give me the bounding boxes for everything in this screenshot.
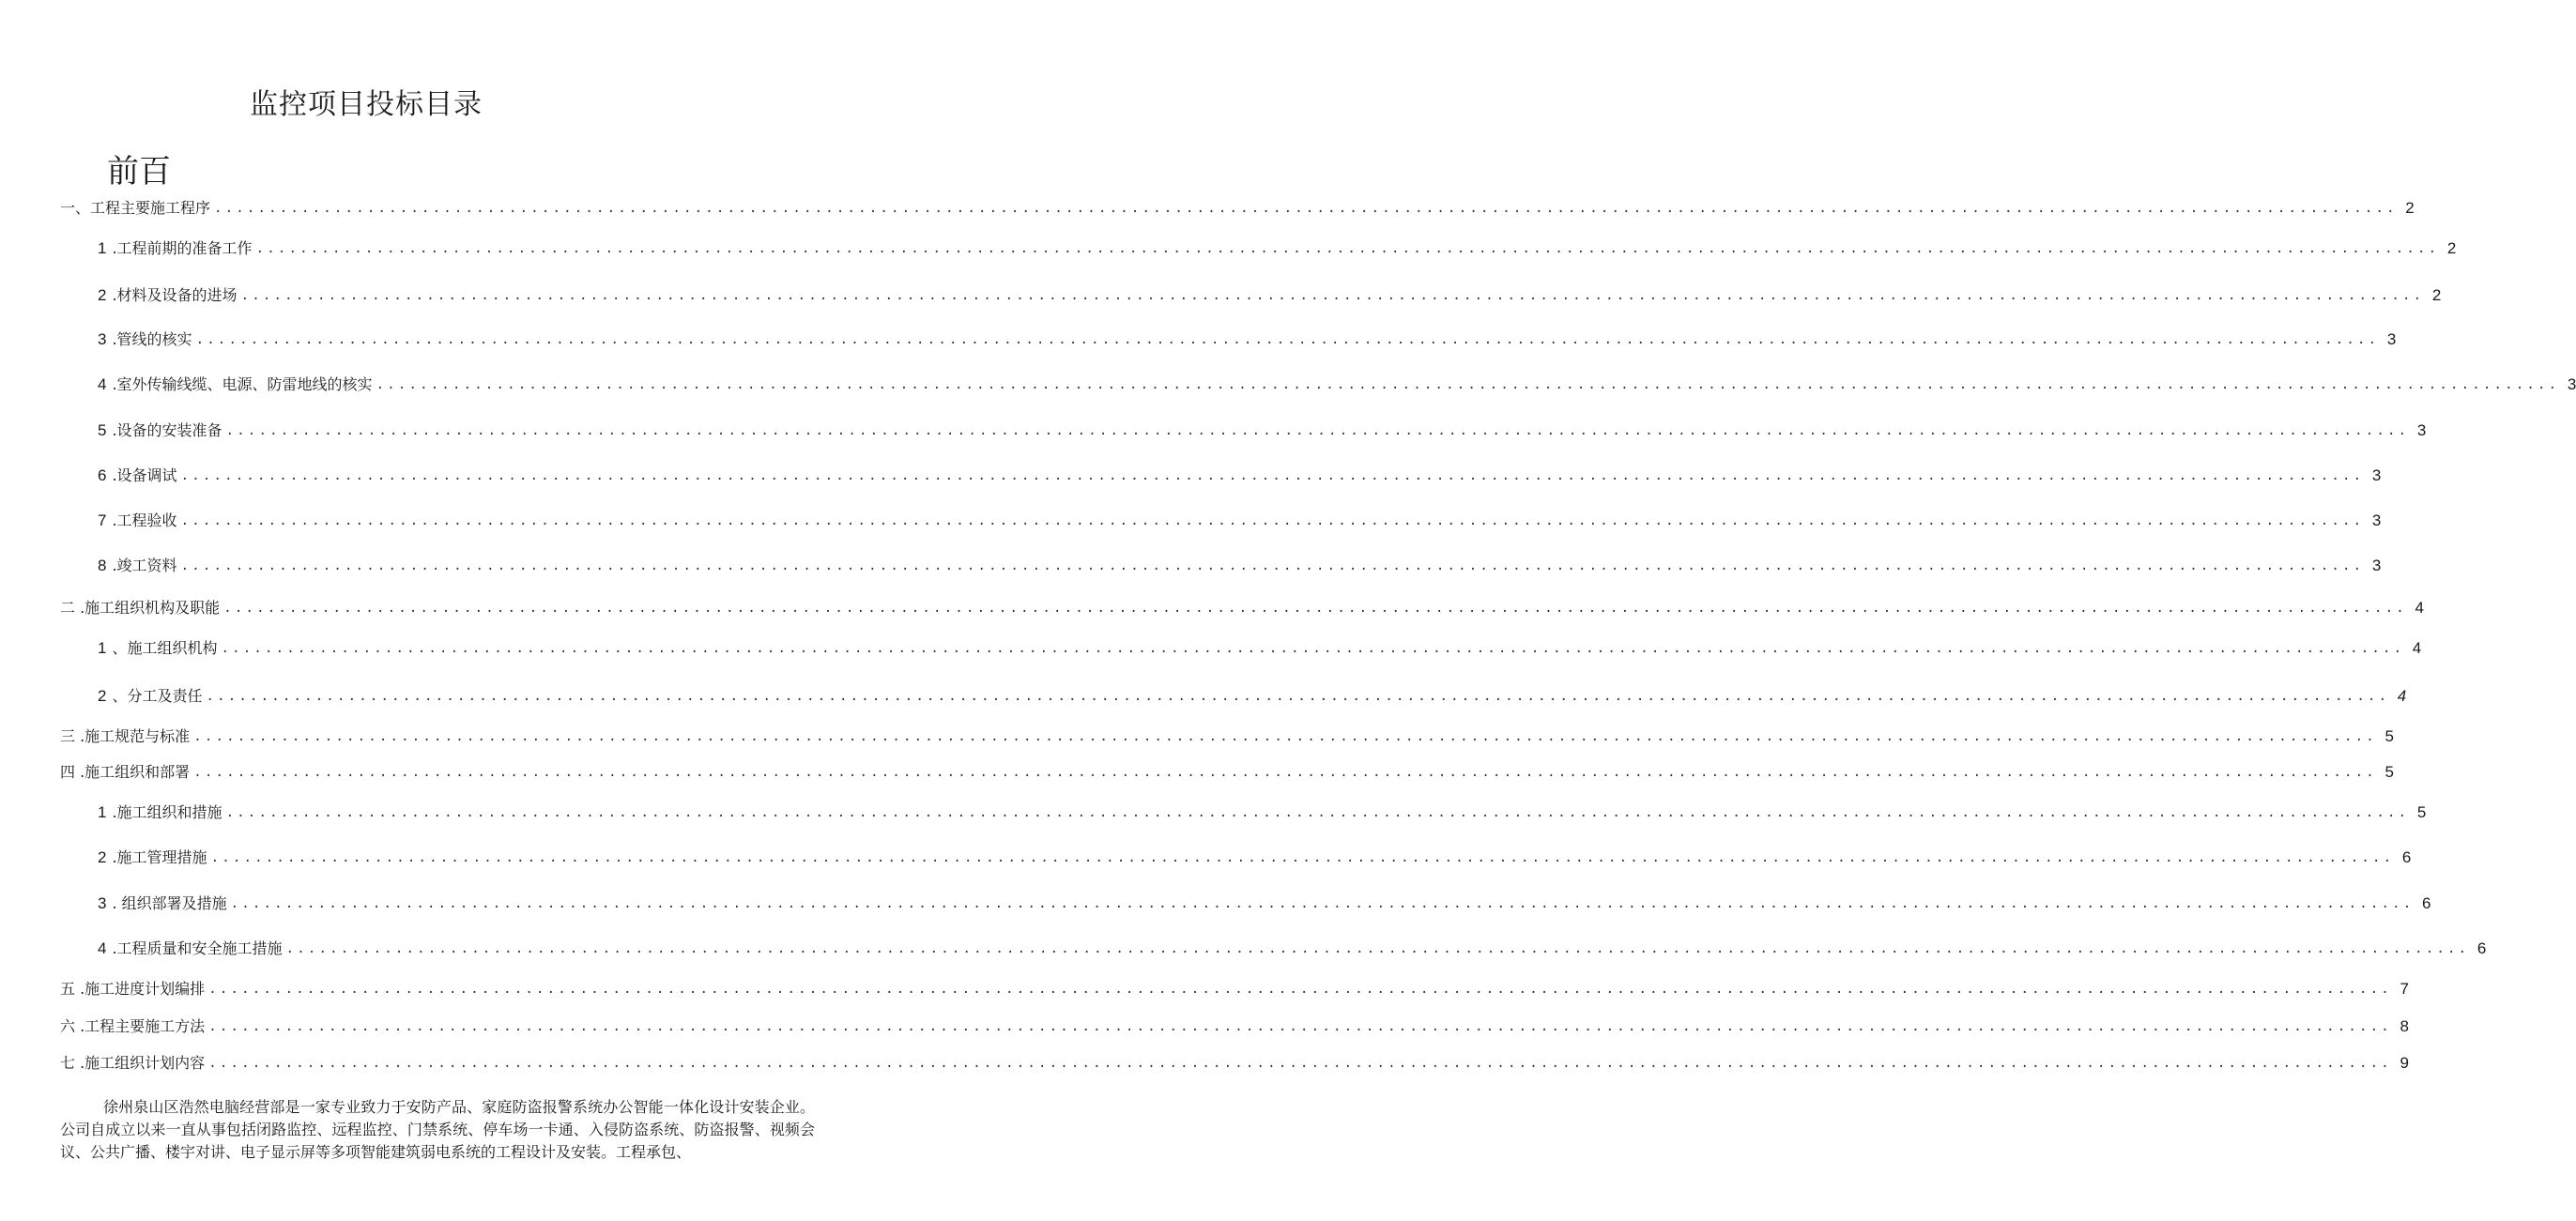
toc-leader-dots: ........................................................................................................................................................................................................ <box>206 689 2390 704</box>
toc-entry[interactable] <box>60 1053 2409 1074</box>
toc-entry[interactable] <box>98 466 2382 486</box>
toc-leader-dots: ........................................................................................................................................................................................................ <box>376 377 2560 392</box>
toc-entry-label: 、分工及责任 <box>112 687 203 705</box>
toc-entry[interactable] <box>98 638 2422 659</box>
toc-leader-dots: ........................................................................................................................................................................................................ <box>255 241 2440 256</box>
toc-entry-label: 七 .施工组织计划内容 <box>60 1054 206 1072</box>
toc-entry-page: 3 <box>2371 557 2382 574</box>
toc-entry-number: 2 <box>98 286 107 304</box>
toc-leader-dots: ........................................................................................................................................................................................................ <box>210 850 2395 865</box>
toc-entry-label: .材料及设备的进场 <box>112 286 238 304</box>
toc-leader-dots: ........................................................................................................................................................................................................ <box>208 1056 2392 1071</box>
toc-entry-page: 4 <box>2412 639 2422 657</box>
toc-entry-number: 4 <box>98 375 107 393</box>
document-title: 监控项目投标目录 <box>250 88 483 121</box>
toc-entry[interactable] <box>98 420 2427 441</box>
toc-entry-page: 6 <box>2476 939 2487 957</box>
toc-entry[interactable] <box>98 374 2576 395</box>
toc-entry-page: 3 <box>2371 511 2382 529</box>
toc-entry-label: 三 .施工规范与标准 <box>60 727 191 745</box>
toc-entry-number: 2 <box>98 687 107 705</box>
toc-entry-number: 3 <box>98 330 107 348</box>
toc-entry[interactable] <box>98 511 2382 531</box>
toc-entry-label: .施工管理措施 <box>112 848 207 866</box>
toc-entry-number: 7 <box>98 511 107 529</box>
toc-entry-page: 7 <box>2400 980 2409 998</box>
document-subtitle: 前百 <box>107 153 171 191</box>
toc-leader-dots: ........................................................................................................................................................................................................ <box>180 558 2365 573</box>
toc-leader-dots: ........................................................................................................................................................................................................ <box>214 201 2398 216</box>
toc-entry-label: .工程前期的准备工作 <box>112 239 253 257</box>
toc-entry-page: 3 <box>2416 421 2427 439</box>
toc-entry-page: 3 <box>2567 375 2576 393</box>
toc-leader-dots: ........................................................................................................................................................................................................ <box>180 513 2365 528</box>
toc-leader-dots: ........................................................................................................................................................................................................ <box>221 641 2405 656</box>
toc-leader-dots: ........................................................................................................................................................................................................ <box>223 601 2407 616</box>
toc-leader-dots: ........................................................................................................................................................................................................ <box>195 332 2380 347</box>
toc-entry-page: 2 <box>2431 286 2442 304</box>
toc-entry[interactable] <box>98 847 2412 868</box>
toc-entry-label: .设备的安装准备 <box>112 421 222 439</box>
toc-entry[interactable] <box>98 893 2431 914</box>
toc-entry-number: 1 <box>98 239 107 257</box>
toc-entry-page: 3 <box>2386 330 2397 348</box>
toc-entry-number: 6 <box>98 466 107 484</box>
toc-leader-dots: ........................................................................................................................................................................................................ <box>225 423 2410 438</box>
toc-entry-page: 6 <box>2421 894 2431 912</box>
toc-entry-label: 四 .施工组织和部署 <box>60 763 191 781</box>
toc-entry-label: 五 .施工进度计划编排 <box>60 980 206 998</box>
toc-entry-label: .工程质量和安全施工措施 <box>112 939 283 957</box>
toc-entry[interactable] <box>98 556 2382 576</box>
toc-entry-page: 5 <box>2416 803 2427 821</box>
toc-leader-dots: ........................................................................................................................................................................................................ <box>285 941 2470 956</box>
toc-entry[interactable] <box>98 238 2457 259</box>
toc-entry-page: 5 <box>2384 763 2394 781</box>
toc-leader-dots: ........................................................................................................................................................................................................ <box>193 729 2377 744</box>
toc-entry-label: . 组织部署及措施 <box>112 894 227 912</box>
toc-entry-label: .竣工资料 <box>112 557 177 574</box>
toc-entry-label: 六 .工程主要施工方法 <box>60 1017 206 1035</box>
toc-entry-page: 3 <box>2371 466 2382 484</box>
toc-entry-number: 2 <box>98 848 107 866</box>
body-paragraph: 徐州泉山区浩然电脑经营部是一家专业致力于安防产品、家庭防盗报警系统办公智能一体化设计安装企业。公司自成立以来一直从事包括闭路监控、远程监控、门禁系统、停车场一卡通、入侵防盗系统、防盗报警、视频会议、公共广播、楼宇对讲、电子显示屏等多项智能建筑弱电系统的工程设计及安装。工程承包、 <box>60 1098 815 1161</box>
toc-entry[interactable] <box>98 329 2397 350</box>
toc-leader-dots: ........................................................................................................................................................................................................ <box>208 982 2392 997</box>
toc-entry[interactable] <box>60 598 2424 618</box>
toc-leader-dots: ........................................................................................................................................................................................................ <box>230 896 2415 911</box>
toc-entry[interactable] <box>98 686 2407 707</box>
toc-entry-page: 4 <box>2415 599 2424 617</box>
toc-entry[interactable] <box>98 939 2487 959</box>
toc-entry[interactable] <box>60 762 2394 783</box>
toc-leader-dots: ........................................................................................................................................................................................................ <box>180 468 2365 483</box>
toc-entry-label: .设备调试 <box>112 466 177 484</box>
toc-entry-number: 3 <box>98 894 107 912</box>
toc-entry-label: 二 .施工组织机构及职能 <box>60 599 221 617</box>
toc-leader-dots: ........................................................................................................................................................................................................ <box>225 805 2410 820</box>
toc-entry-number: 5 <box>98 421 107 439</box>
toc-entry[interactable] <box>60 198 2415 219</box>
toc-entry-page: 2 <box>2446 239 2457 257</box>
toc-entry-number: 1 <box>98 639 107 657</box>
toc-entry-page: 2 <box>2405 199 2415 217</box>
toc-entry-label: 一、工程主要施工程序 <box>60 199 211 217</box>
toc-entry-number: 8 <box>98 557 107 574</box>
toc-entry[interactable] <box>60 1016 2409 1037</box>
toc-entry[interactable] <box>60 979 2409 1000</box>
toc-entry-page: 6 <box>2401 848 2412 866</box>
toc-entry[interactable] <box>98 802 2427 823</box>
toc-entry-label: .管线的核实 <box>112 330 192 348</box>
toc-entry-number: 4 <box>98 939 107 957</box>
toc-leader-dots: ........................................................................................................................................................................................................ <box>208 1019 2392 1034</box>
toc-entry-label: 、施工组织机构 <box>112 639 218 657</box>
toc-leader-dots: ........................................................................................................................................................................................................ <box>240 288 2425 303</box>
toc-entry-page: 5 <box>2384 727 2394 745</box>
toc-entry-label: .工程验收 <box>112 511 177 529</box>
toc-entry-page: 9 <box>2400 1054 2409 1072</box>
toc-entry[interactable] <box>60 726 2394 747</box>
toc-entry-label: .施工组织和措施 <box>112 803 222 821</box>
toc-leader-dots: ........................................................................................................................................................................................................ <box>193 765 2377 780</box>
toc-entry-label: .室外传输线缆、电源、防雷地线的核实 <box>112 375 373 393</box>
toc-entry[interactable] <box>98 285 2442 306</box>
toc-entry-page: 4 <box>2397 687 2407 705</box>
toc-entry-number: 1 <box>98 803 107 821</box>
toc-entry-page: 8 <box>2400 1017 2409 1035</box>
